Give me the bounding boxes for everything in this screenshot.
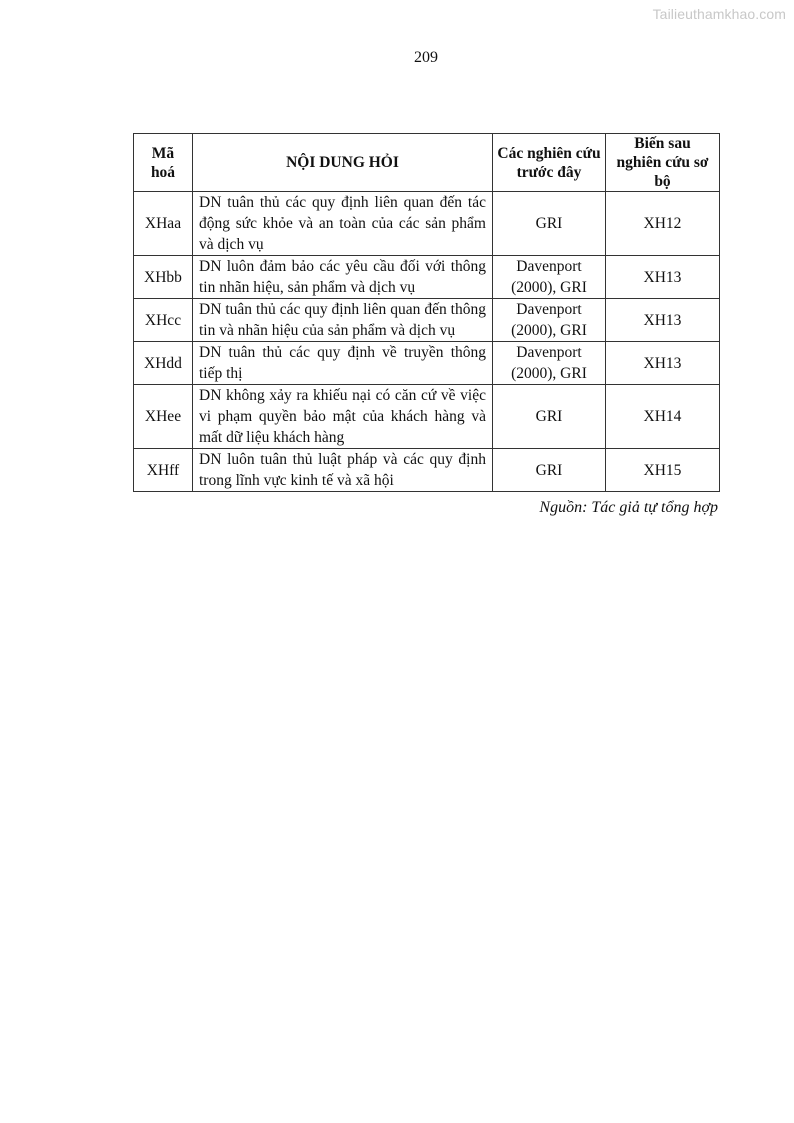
cell-content: DN luôn tuân thủ luật pháp và các quy định trong lĩnh vực kinh tế và xã hội xyxy=(193,449,493,492)
cell-content: DN không xảy ra khiếu nại có căn cứ về việc vi phạm quyền bảo mật của khách hàng và mất dữ liệu khách hàng xyxy=(193,385,493,449)
cell-variable: XH13 xyxy=(606,256,720,299)
header-variable: Biến sau nghiên cứu sơ bộ xyxy=(606,134,720,192)
cell-prior-studies: GRI xyxy=(493,192,606,256)
cell-content: DN tuân thủ các quy định liên quan đến thông tin và nhãn hiệu của sản phẩm và dịch vụ xyxy=(193,299,493,342)
header-prior-studies: Các nghiên cứu trước đây xyxy=(493,134,606,192)
cell-variable: XH13 xyxy=(606,299,720,342)
header-code: Mã hoá xyxy=(134,134,193,192)
cell-code: XHee xyxy=(134,385,193,449)
cell-content: DN luôn đảm bảo các yêu cầu đối với thông tin nhãn hiệu, sản phẩm và dịch vụ xyxy=(193,256,493,299)
cell-content: DN tuân thủ các quy định về truyền thông tiếp thị xyxy=(193,342,493,385)
cell-variable: XH15 xyxy=(606,449,720,492)
cell-variable: XH13 xyxy=(606,342,720,385)
cell-prior-studies: Davenport (2000), GRI xyxy=(493,299,606,342)
cell-variable: XH12 xyxy=(606,192,720,256)
watermark: Tailieuthamkhao.com xyxy=(652,6,786,22)
table-row xyxy=(134,256,720,299)
cell-prior-studies: Davenport (2000), GRI xyxy=(493,256,606,299)
table-row xyxy=(134,192,720,256)
table-row xyxy=(134,385,720,449)
source-note: Nguồn: Tác giả tự tổng hợp xyxy=(539,499,718,516)
cell-code: XHbb xyxy=(134,256,193,299)
table-header-row xyxy=(134,134,720,192)
header-content: NỘI DUNG HỎI xyxy=(193,134,493,192)
cell-prior-studies: GRI xyxy=(493,449,606,492)
cell-content: DN tuân thủ các quy định liên quan đến tác động sức khỏe và an toàn của các sản phẩm và dịch vụ xyxy=(193,192,493,256)
survey-table xyxy=(133,133,720,492)
cell-prior-studies: GRI xyxy=(493,385,606,449)
cell-variable: XH14 xyxy=(606,385,720,449)
table-row xyxy=(134,449,720,492)
cell-code: XHdd xyxy=(134,342,193,385)
page-number: 209 xyxy=(414,49,438,66)
table-row xyxy=(134,299,720,342)
cell-code: XHaa xyxy=(134,192,193,256)
cell-code: XHcc xyxy=(134,299,193,342)
cell-prior-studies: Davenport (2000), GRI xyxy=(493,342,606,385)
cell-code: XHff xyxy=(134,449,193,492)
table-row xyxy=(134,342,720,385)
